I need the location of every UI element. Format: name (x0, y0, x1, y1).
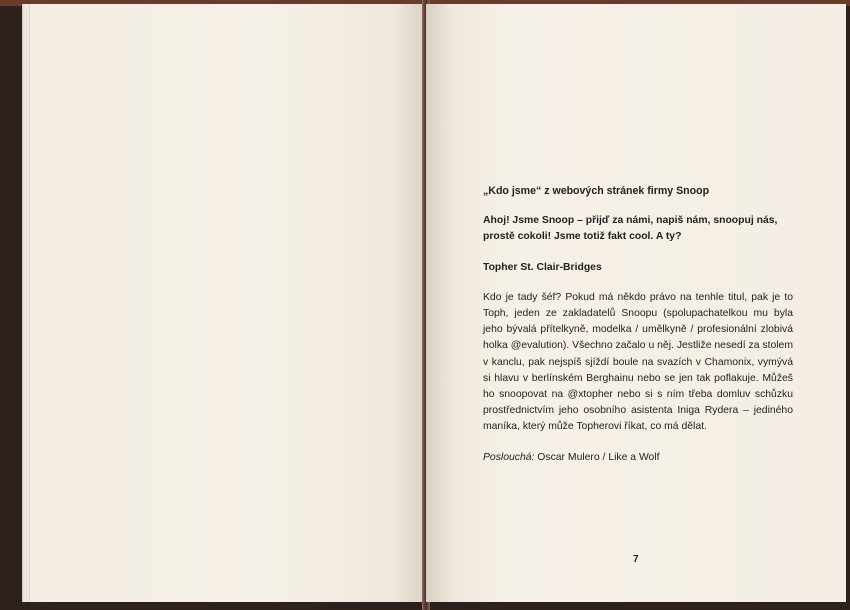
listens-label: Poslouchá: (483, 451, 535, 463)
intro-paragraph: Ahoj! Jsme Snoop – přijď za námi, napiš nám, snoopuj nás, prostě cokoli! Jsme totiž fakt cool. A ty? (483, 215, 778, 243)
right-page-content (483, 183, 793, 466)
body-paragraph: Kdo je tady šéf? Pokud má někdo právo na tenhle titul, pak je to Toph, jeden ze zakladatelů Snoopu (spolupachatelkou mu byla jeho bývalá přítelkyně, modelka / umělkyně / profesionální zlobivá holka @evalution). Všechno začalo u něj. Jestliže nesedí za stolem v kanclu, pak nejspíš sjíždí boule na svazích v Chamonix, vymývá si hlavu v berlínském Berghainu nebo se jen tak poflakuje. Můžeš ho snoopovat na @xtopher nebo si s ním třeba domluv schůzku prostřednictvím jeho osobního asistenta Iniga Rydera – jediného maníka, který může Topherovi říkat, co má dělat. (483, 291, 793, 433)
person-name: Topher St. Clair-Bridges (483, 261, 602, 273)
section-heading: „Kdo jsme“ z webových stránek firmy Snoop (483, 185, 710, 197)
page-edge-lines (22, 4, 30, 602)
page-number: 7 (633, 554, 639, 565)
left-page (22, 4, 426, 602)
listens-line (483, 450, 793, 466)
listens-value: Oscar Mulero / Like a Wolf (534, 451, 660, 463)
